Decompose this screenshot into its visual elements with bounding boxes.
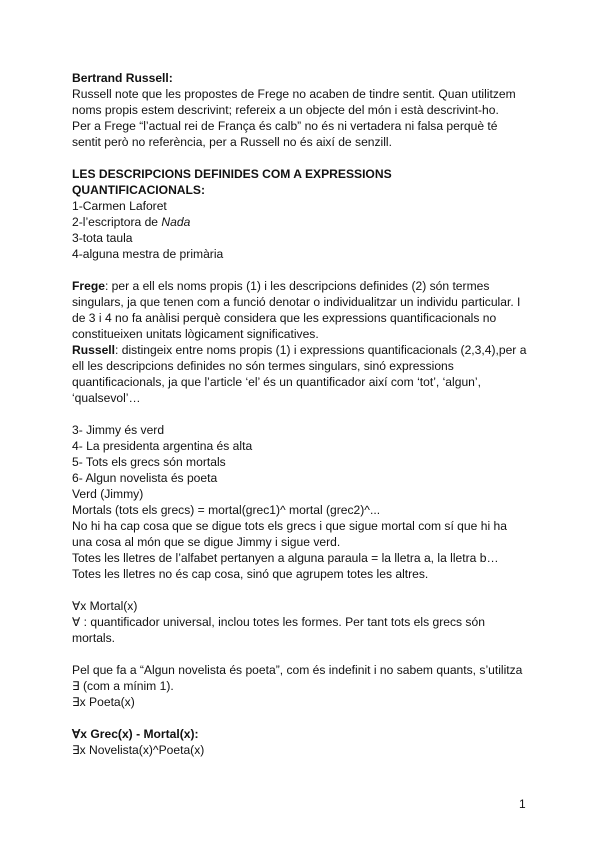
paragraph-line: Per a Frege “l’actual rei de França és calb” no és ni vertadera ni falsa perquè té <box>72 119 498 133</box>
list-item <box>72 214 532 230</box>
formula-line: ∃x Poeta(x) <box>72 695 135 709</box>
list-item: 3-tota taula <box>72 231 133 245</box>
formula-line: Verd (Jimmy) <box>72 487 144 501</box>
section-heading-descripcions: LES DESCRIPCIONS DEFINIDES COM A EXPRESSIONS <box>72 167 392 181</box>
document-body <box>72 70 532 758</box>
paragraph-line: ∀ : quantificador universal, inclou totes les formes. Per tant tots els grecs són <box>72 615 485 629</box>
paragraph-text: : per a ell els noms propis (1) i les descripcions definides (2) són termes <box>104 279 490 293</box>
paragraph-line <box>72 342 532 358</box>
example-line: 5- Tots els grecs són mortals <box>72 455 226 469</box>
book-title: Nada <box>161 215 191 229</box>
formula-line: ∃x Novelista(x)^Poeta(x) <box>72 743 205 757</box>
paragraph-line: una cosa al món que se digue Jimmy i sigue verd. <box>72 535 341 549</box>
paragraph-line: quantificacionals, ja que l’article ‘el’ és un quantificador així com ‘tot’, ‘algun’, <box>72 375 481 389</box>
spacer <box>72 646 532 662</box>
paragraph-line: Pel que fa a “Algun novelista és poeta”, com és indefinit i no sabem quants, s’utilitza <box>72 663 523 677</box>
paragraph-line: Totes les lletres no és cap cosa, sinó que agrupem totes les altres. <box>72 567 429 581</box>
page-number: 1 <box>519 797 526 811</box>
formula-line: ∀x Mortal(x) <box>72 599 138 613</box>
spacer <box>72 582 532 598</box>
paragraph-line: mortals. <box>72 631 116 645</box>
formula-heading: ∀x Grec(x) - Mortal(x): <box>72 727 199 741</box>
frege-label: Frege <box>72 279 105 293</box>
paragraph-line: Totes les lletres de l’alfabet pertanyen a alguna paraula = la lletra a, la lletra b… <box>72 551 499 565</box>
paragraph-line: No hi ha cap cosa que se digue tots els grecs i que sigue mortal com sí que hi ha <box>72 519 507 533</box>
paragraph-line <box>72 278 532 294</box>
russell-label: Russell <box>72 343 116 357</box>
formula-line: Mortals (tots els grecs) = mortal(grec1)^ mortal (grec2)^... <box>72 503 381 517</box>
example-line: 6- Algun novelista és poeta <box>72 471 218 485</box>
list-item: 4-alguna mestra de primària <box>72 247 224 261</box>
spacer <box>72 150 532 166</box>
paragraph-line: ‘qualsevol’… <box>72 391 141 405</box>
paragraph-line: ∃ (com a mínim 1). <box>72 679 174 693</box>
list-item-text: 2-l’escriptora de <box>72 215 162 229</box>
paragraph-line: Russell note que les propostes de Frege no acaben de tindre sentit. Quan utilitzem <box>72 87 516 101</box>
example-line: 4- La presidenta argentina és alta <box>72 439 253 453</box>
list-item: 1-Carmen Laforet <box>72 199 167 213</box>
paragraph-line: sentit però no referència, per a Russell no és així de senzill. <box>72 135 392 149</box>
spacer <box>72 710 532 726</box>
paragraph-line: singulars, ja que tenen com a funció denotar o individualitzar un individu particular. I <box>72 295 521 309</box>
paragraph-line: ell les descripcions definides no són termes singulars, sinó expressions <box>72 359 454 373</box>
paragraph-line: constitueixen unitats lògicament significatives. <box>72 327 319 341</box>
section-heading-descripcions-cont: QUANTIFICACIONALS: <box>72 183 206 197</box>
spacer <box>72 262 532 278</box>
example-line: 3- Jimmy és verd <box>72 423 165 437</box>
paragraph-text: : distingeix entre noms propis (1) i expressions quantificacionals (2,3,4),per a <box>115 343 527 357</box>
section-heading-russell: Bertrand Russell: <box>72 71 173 85</box>
paragraph-line: de 3 i 4 no fa anàlisi perquè considera que les expressions quantificacionals no <box>72 311 497 325</box>
paragraph-line: noms propis estem descrivint; refereix a un objecte del món i està descrivint-ho. <box>72 103 499 117</box>
spacer <box>72 406 532 422</box>
